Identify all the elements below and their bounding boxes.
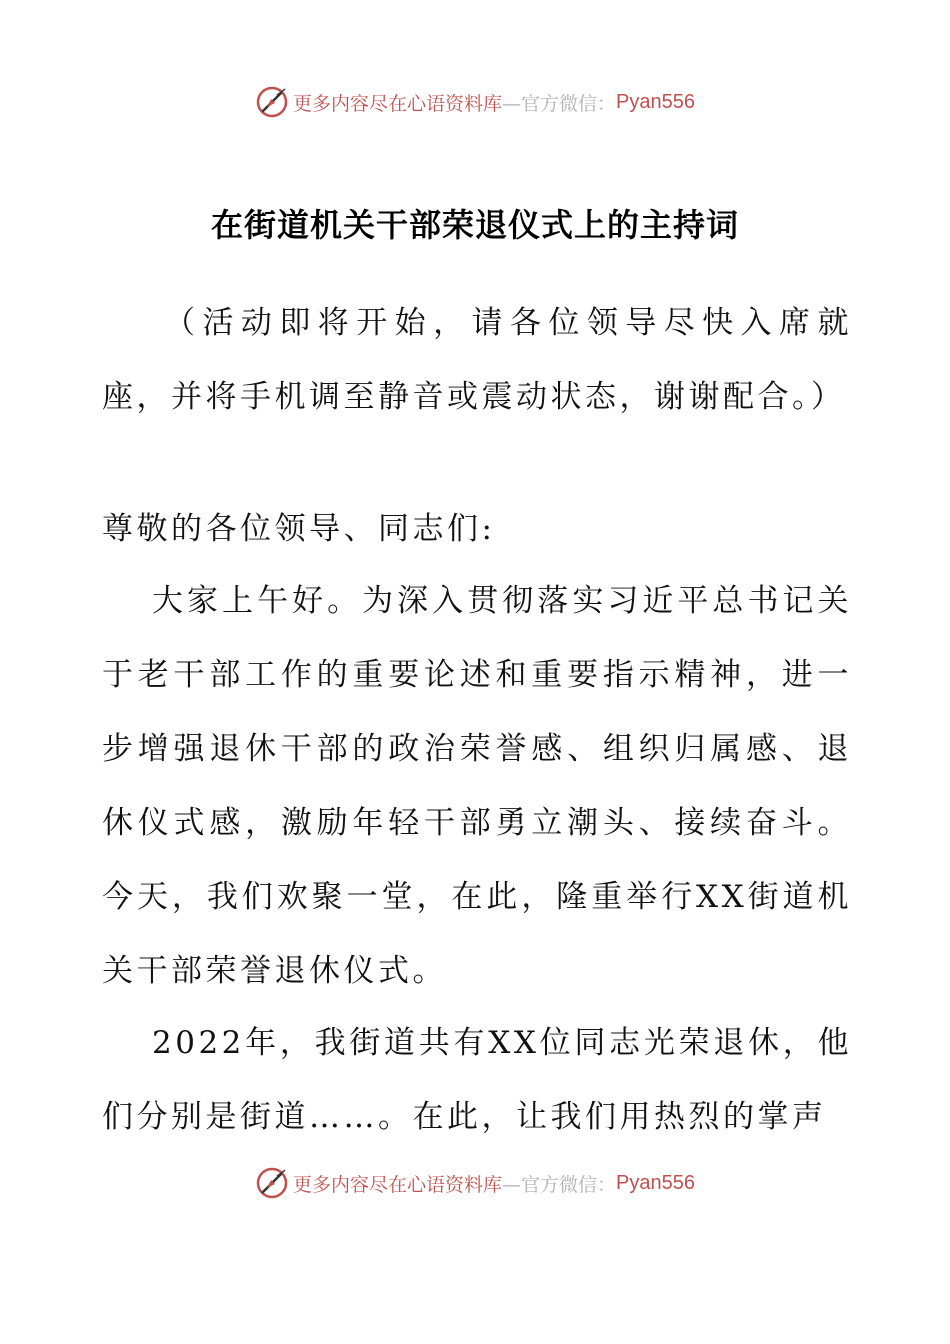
header-banner — [0, 82, 950, 122]
body-paragraph-2: 2022年，我街道共有XX位同志光荣退休，他们分别是街道……。在此，让我们用热烈的掌声 — [102, 1025, 852, 1135]
document-title: 在街道机关干部荣退仪式上的主持词 — [210, 206, 739, 244]
quill-logo-icon — [255, 1166, 289, 1200]
footer-banner — [0, 1163, 950, 1203]
wechat-label: —官方微信： — [502, 92, 617, 115]
greeting: 尊敬的各位领导、同志们: — [102, 511, 496, 547]
notice-paragraph: （活动即将开始，请各位领导尽快入席就座，并将手机调至静音或震动状态，谢谢配合。） — [102, 305, 852, 415]
body-paragraph-1: 大家上午好。为深入贯彻落实习近平总书记关于老干部工作的重要论述和重要指示精神，进一步增强退休干部的政治荣誉感、组织归属感、退休仪式感，激励年轻干部勇立潮头、接续奋斗。今天，我们欢聚一堂，在此，隆重举行XX街道机关干部荣誉退休仪式。 — [102, 583, 852, 989]
wechat-id: Pyan556 — [616, 90, 695, 113]
brand-text: 更多内容尽在心语资料库 — [293, 92, 503, 115]
brand-text: 更多内容尽在心语资料库 — [293, 1173, 503, 1196]
quill-logo-icon — [255, 85, 289, 119]
wechat-label: —官方微信： — [502, 1173, 617, 1196]
wechat-id: Pyan556 — [616, 1171, 695, 1194]
